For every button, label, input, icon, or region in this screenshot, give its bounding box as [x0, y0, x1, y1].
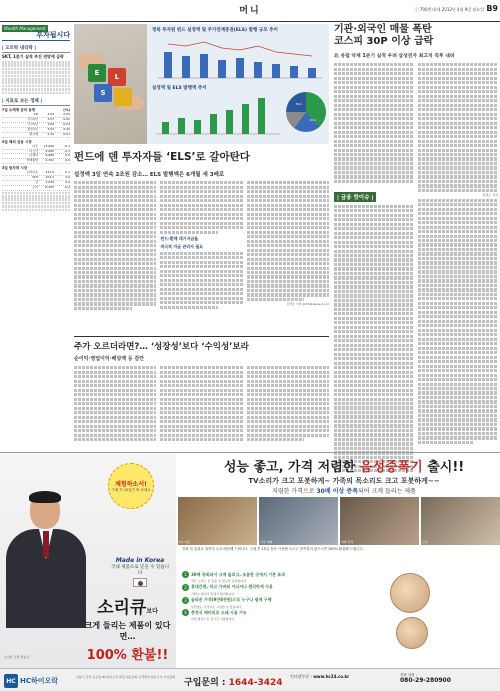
table-cell: 다우	[32, 143, 38, 148]
updown-section	[2, 45, 70, 94]
trial-burst-badge	[108, 463, 154, 509]
right-subhead: 北 유럽 악재 1분기 실적 우려 삼성전자 최고치 직후 내려	[334, 54, 455, 59]
text-line	[2, 64, 70, 67]
article-headline: 펀드에 덴 투자자들 ‘ELS’로 갈아탄다	[74, 151, 250, 163]
made-in-korea	[110, 557, 170, 589]
chart-title: 정복 투자된 펀드 설정액 및 주가연계증권(ELS) 발행 규모 추이	[152, 28, 278, 33]
section-title: 머니	[239, 6, 261, 16]
burst-text: 구매 후 15일간 써 보세요	[111, 488, 151, 492]
usage-photo: 영화 감상	[340, 497, 419, 545]
table-cell: 3,080	[45, 148, 54, 153]
chart-subtitle: 설정액 및 ELS 발행액 추이	[152, 86, 207, 91]
table-cell: -0.03	[62, 121, 70, 126]
els-line-chart	[152, 92, 282, 140]
body-column	[247, 365, 329, 443]
table-cell: 3.54	[47, 112, 54, 117]
slogan-refund: 100% 환불!!	[86, 648, 169, 663]
text-line	[2, 88, 70, 91]
text-line	[2, 71, 70, 74]
table3-title: 5일 원자재 시장	[2, 166, 28, 171]
text-line	[2, 198, 70, 201]
table-cell: 나스닥	[29, 148, 38, 153]
burst-title: 체험하소서!	[115, 481, 147, 488]
usage-photo: 가족 대화	[259, 497, 338, 545]
cube-face-icon	[114, 88, 132, 106]
body-column	[334, 62, 414, 474]
inner-heading: 펀드-환매 대기자금들	[160, 235, 199, 241]
indicator-section	[2, 98, 70, 211]
table-cell: 국고3년	[27, 117, 38, 122]
fund-bar-chart	[152, 34, 324, 84]
feature-item: 3 놀라운 가격(9만8천원)으로 누구나 쉽게 구매 부담없는 가격으로 구입할 수 있습니다	[182, 597, 382, 610]
ad-right-panel	[178, 453, 500, 668]
table-cell: 3.69	[47, 121, 54, 126]
table-cell: 통안1년	[27, 126, 38, 131]
body-column	[247, 180, 329, 332]
table-cell: 회사채	[29, 131, 38, 136]
logo-top: Wealth Management	[4, 26, 46, 31]
ad-footer	[0, 668, 500, 691]
indicator-title: | 지표로 보는 경제 |	[2, 98, 70, 106]
updown-headline: SKT, 1분기 실적 부진 전망에 급락	[2, 54, 64, 59]
ad-subline2: 저렴한 가격으로 30배 이상 증폭되어 크게 들리는 제품	[272, 488, 416, 495]
text-line	[2, 81, 70, 84]
rate-table	[2, 113, 70, 138]
table-row	[2, 133, 70, 138]
consult-phone: 전화 상담 : 080-29-280900	[400, 673, 451, 684]
text-line	[2, 78, 70, 81]
text-line	[2, 205, 70, 208]
body-column	[160, 365, 242, 443]
body-column	[74, 180, 156, 332]
wealth-management-logo	[2, 24, 70, 41]
cube-face-icon: L	[108, 68, 126, 86]
amplifier-device-icon	[390, 573, 430, 613]
main-article	[74, 24, 329, 449]
table-cell: 국고5년	[27, 121, 38, 126]
table-cell: 상해종합	[26, 158, 38, 163]
usage-photos	[178, 497, 500, 545]
right-headline-top: 기관·외국인 매물 폭탄	[334, 24, 432, 35]
left-column	[2, 24, 70, 449]
web-order: 인터넷주문 : www.hc24.co.kr	[290, 674, 350, 679]
slogan-brand: 소리큐	[97, 598, 147, 618]
hc-logo	[4, 674, 58, 688]
logo-main: 부자됩시다	[36, 31, 70, 39]
usage-photo: TV 시청	[178, 497, 257, 545]
cube-face-icon: S	[94, 84, 112, 102]
table-cell: 두바이유	[26, 170, 38, 175]
slogan-small: 보다	[146, 608, 158, 615]
table-cell: 3.53	[47, 126, 54, 131]
text-line	[2, 92, 70, 95]
slogan-line2: 크게 들리는 제품이 있다면…	[84, 621, 171, 641]
page-header	[0, 0, 500, 22]
updown-title: | 오르락 내리락 |	[2, 45, 70, 53]
table-cell: 1,630	[45, 180, 54, 185]
ad-description: 전화 한 통화로 집까지 무료 배송해 드립니다. 구매 후 15일 동안 사용해 보시고 만족하지 않으시면 100% 환불해 드립니다.	[182, 547, 364, 551]
dateline: ⓒ 790번지/데 2012년 4월 9일 월요일	[414, 7, 484, 12]
article-body	[74, 180, 329, 332]
second-subhead: 순이익·영업이익·배당액 등 감안	[74, 356, 145, 362]
table-cell: 0.0	[65, 175, 70, 180]
pie-label: ELS	[296, 102, 302, 106]
body-column	[418, 62, 498, 474]
korea-flag-icon	[133, 578, 147, 587]
table2-title: 5일 해외 금융 시장	[2, 139, 32, 144]
body-column	[74, 365, 156, 443]
table-row	[2, 159, 70, 164]
feature-item: 4 충전식 배터리로 오래 사용 가능 한번 충전으로 장시간 사용합니다	[182, 609, 382, 622]
table-cell: CD	[33, 112, 38, 117]
second-article	[74, 336, 329, 449]
table-cell: -0.02	[62, 117, 70, 122]
ad-subline: TV소리가 크고 포봇하게~ 가족의 목소리도 크고 포봇하게~~	[248, 477, 440, 485]
table-cell: 9,688	[45, 153, 54, 158]
body-column	[160, 180, 242, 332]
right-byline: 정경도 기자	[482, 193, 498, 198]
ad-slogan	[80, 593, 175, 663]
advertisement	[0, 452, 500, 691]
pie-label: DLS	[310, 118, 316, 122]
table-cell: 103.3	[45, 175, 54, 180]
table-cell: 121.9	[45, 170, 54, 175]
order-phone: 구입문의 : 1644-3424	[184, 678, 283, 688]
text-line	[2, 195, 70, 198]
table-cell: 0.00	[63, 126, 70, 131]
article-subhead: 설정액 3일 연속 2조원 감소… ELS 발행액은 6개월 새 3배로	[74, 172, 225, 178]
feature-item: 1 30배 증폭되어 크게 들리고, 조용한 곳에서 기본 효과 작은 소리도 잘 들을 수 있도록 증폭합니다	[182, 571, 382, 584]
inner-heading-2: 적극적 자금 관리자 필요	[160, 243, 204, 249]
earpiece-icon	[396, 617, 428, 649]
table-cell: 니케이	[29, 153, 38, 158]
table-cell: 0.1	[65, 170, 70, 175]
table-cell: 금	[35, 180, 38, 185]
right-headline-main: 코스피 30P 이상 급락	[334, 36, 434, 47]
hc-mark-icon: HC	[4, 674, 18, 688]
article-graphic	[74, 24, 329, 144]
els-cube-photo	[74, 24, 147, 144]
right-body	[334, 62, 498, 474]
els-pie-chart	[286, 92, 326, 132]
table-cell: 8,300	[45, 184, 54, 189]
table-cell: -0.2	[64, 184, 70, 189]
article-byline: 김경호 기자 kkhh@asiae.co.kr	[286, 302, 329, 307]
made-in-sub: 국내 제품으로 믿을 수 있습니다	[111, 565, 169, 576]
text-line	[2, 68, 70, 71]
text-line	[2, 75, 70, 78]
finance-hot-issue-heading: | 금융 핫이슈 |	[334, 192, 376, 202]
made-in-label: Made in Korea	[115, 557, 165, 564]
device-illustration	[390, 573, 490, 661]
text-line	[2, 61, 70, 64]
web-url-link[interactable]: www.hc24.co.kr	[313, 674, 350, 679]
table-cell: WTI	[32, 175, 38, 180]
table-cell: 3.57	[47, 117, 54, 122]
usage-photo: 모임	[421, 497, 500, 545]
text-line	[2, 85, 70, 88]
table-cell: -0.1	[64, 143, 70, 148]
table-cell: 0.0	[65, 180, 70, 185]
table-cell: -0.01	[62, 131, 70, 136]
table-row	[2, 186, 70, 191]
table-cell: 0.00	[63, 112, 70, 117]
company-address: 서울시 강서 등촌동 HC하이오락 빌딩 대표전화 고객센터 의료기기 수입판매	[76, 675, 175, 679]
text-line	[2, 192, 70, 195]
cube-face-icon: E	[88, 64, 106, 82]
ad-left-panel	[0, 453, 176, 668]
table-cell: 2,302	[45, 158, 54, 163]
table-cell: 0.6	[65, 158, 70, 163]
page-number: B9	[486, 4, 498, 13]
spokesperson-photo	[6, 493, 86, 628]
brand-name: HC하이오락	[20, 677, 59, 685]
commodity-table	[2, 171, 70, 191]
second-headline: 주가 오르더라면?… ‘성장성’보다 ‘수익성’보라	[74, 342, 249, 352]
market-table	[2, 145, 70, 165]
table-cell: -0.1	[64, 148, 70, 153]
text-line	[2, 209, 70, 212]
table-cell: 4.30	[47, 131, 54, 136]
table-cell: 0.0	[65, 153, 70, 158]
feature-list	[182, 571, 382, 622]
second-body	[74, 365, 329, 443]
table-cell: 구리	[32, 184, 38, 189]
model-caption: 소리큐 모델 정승균	[4, 655, 30, 659]
table1-title: 7일 소재재 금리 동향 (%)	[2, 108, 70, 113]
feature-item: 2 휴대간편, 작고 가벼워 어디서나 편리하게 사용 가볍고 작아서 휴대가 편리합니다	[182, 584, 382, 597]
text-line	[2, 202, 70, 205]
ad-headline: 성능 좋고, 가격 저렴한 음성증폭기 출시!!	[223, 460, 465, 475]
right-column	[334, 24, 498, 449]
table-cell: 13,060	[43, 143, 54, 148]
